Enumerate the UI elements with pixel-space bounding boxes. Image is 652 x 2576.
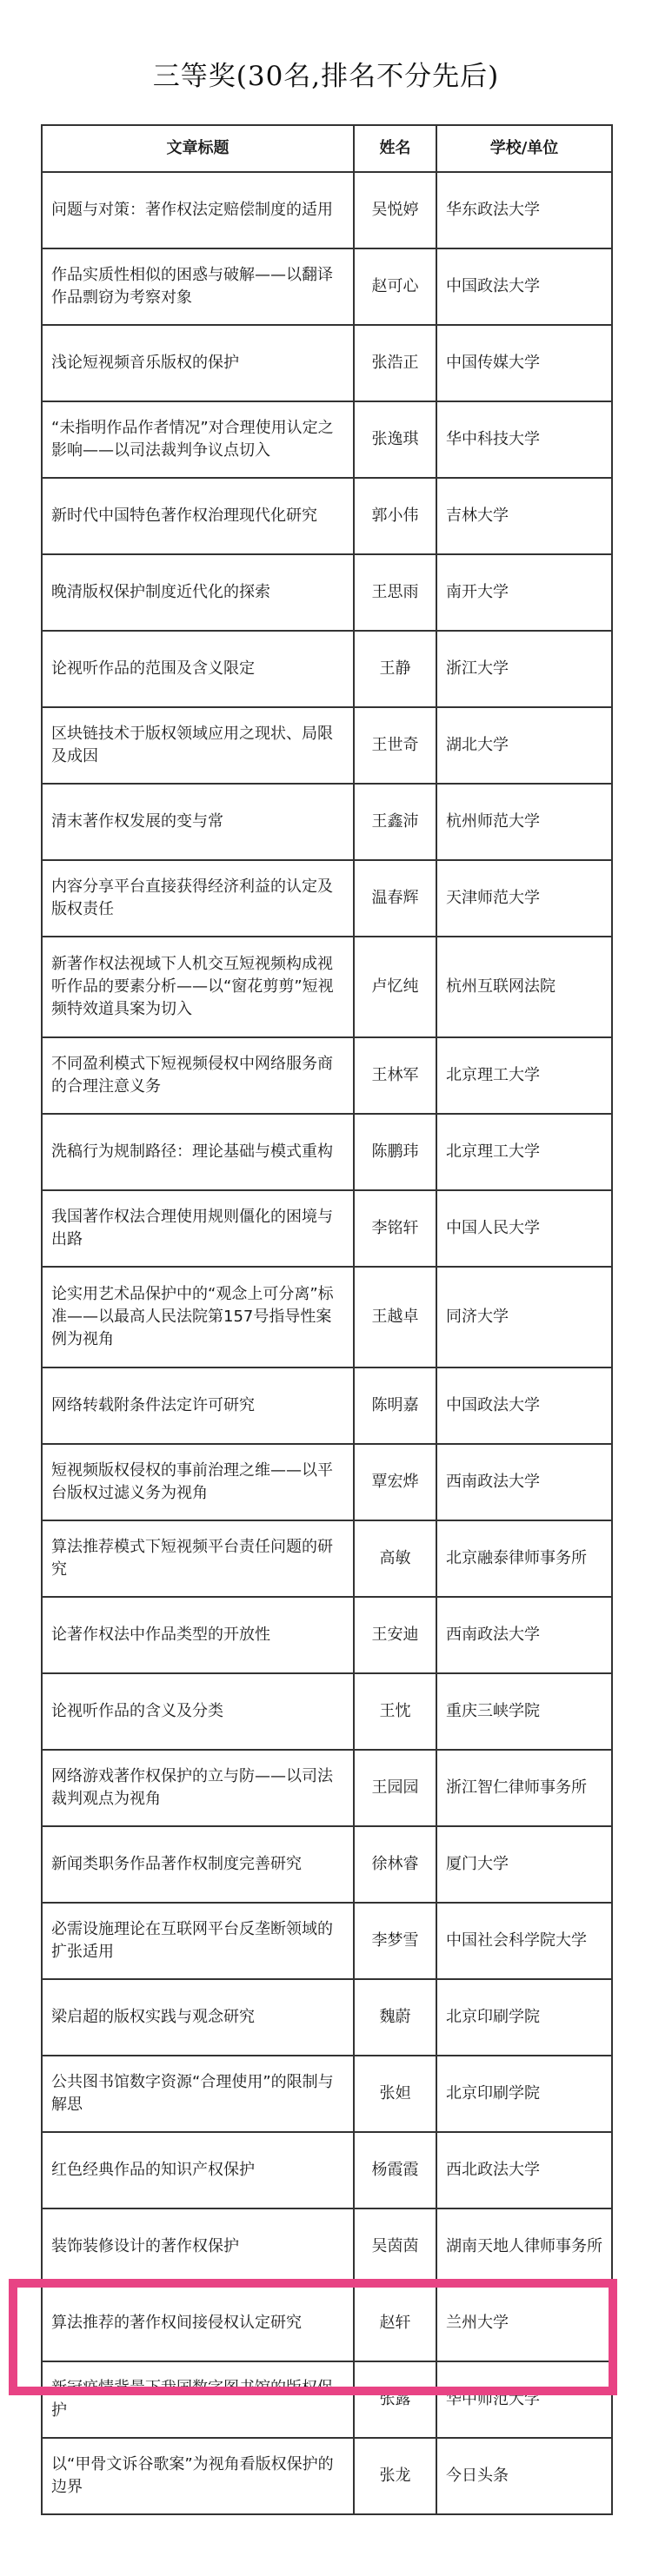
article-title-cell: 新闻类职务作品著作权制度完善研究 bbox=[42, 1826, 354, 1903]
school-cell: 湖北大学 bbox=[436, 707, 612, 784]
table-row bbox=[42, 1750, 612, 1826]
award-table bbox=[41, 124, 613, 2515]
author-name-cell: 王世奇 bbox=[354, 707, 436, 784]
author-name-cell: 王忱 bbox=[354, 1673, 436, 1750]
table-row bbox=[42, 784, 612, 860]
school-cell: 杭州互联网法院 bbox=[436, 937, 612, 1037]
article-title-cell: 不同盈利模式下短视频侵权中网络服务商的合理注意义务 bbox=[42, 1037, 354, 1114]
table-row bbox=[42, 172, 612, 248]
article-title-cell: 晚清版权保护制度近代化的探索 bbox=[42, 554, 354, 631]
article-title-cell: 作品实质性相似的困惑与破解——以翻译作品剽窃为考察对象 bbox=[42, 248, 354, 325]
table-row bbox=[42, 631, 612, 707]
table-row bbox=[42, 2208, 612, 2285]
school-cell: 西南政法大学 bbox=[436, 1444, 612, 1520]
author-name-cell: 王鑫沛 bbox=[354, 784, 436, 860]
school-cell: 北京印刷学院 bbox=[436, 1979, 612, 2056]
article-title-cell: 论著作权法中作品类型的开放性 bbox=[42, 1597, 354, 1673]
school-cell: 中国社会科学院大学 bbox=[436, 1903, 612, 1979]
author-name-cell: 李铭轩 bbox=[354, 1190, 436, 1267]
article-title-cell: 算法推荐的著作权间接侵权认定研究 bbox=[42, 2285, 354, 2361]
table-row bbox=[42, 2438, 612, 2514]
school-cell: 北京印刷学院 bbox=[436, 2056, 612, 2132]
author-name-cell: 郭小伟 bbox=[354, 478, 436, 554]
school-cell: 浙江大学 bbox=[436, 631, 612, 707]
school-cell: 浙江智仁律师事务所 bbox=[436, 1750, 612, 1826]
table-row bbox=[42, 401, 612, 478]
table-row bbox=[42, 1520, 612, 1597]
article-title-cell: 网络转载附条件法定许可研究 bbox=[42, 1367, 354, 1444]
article-title-cell: 问题与对策：著作权法定赔偿制度的适用 bbox=[42, 172, 354, 248]
article-title-cell: 浅论短视频音乐版权的保护 bbox=[42, 325, 354, 401]
author-name-cell: 王静 bbox=[354, 631, 436, 707]
author-name-cell: 魏蔚 bbox=[354, 1979, 436, 2056]
school-cell: 厦门大学 bbox=[436, 1826, 612, 1903]
author-name-cell: 吴茵茵 bbox=[354, 2208, 436, 2285]
table-row bbox=[42, 478, 612, 554]
author-name-cell: 张龙 bbox=[354, 2438, 436, 2514]
school-cell: 南开大学 bbox=[436, 554, 612, 631]
table-row bbox=[42, 1826, 612, 1903]
table-row bbox=[42, 860, 612, 937]
article-title-cell: 论实用艺术品保护中的“观念上可分离”标准——以最高人民法院第157号指导性案例为视角 bbox=[42, 1267, 354, 1367]
article-title-cell: 新著作权法视域下人机交互短视频构成视听作品的要素分析——以“窗花剪剪”短视频特效道具案为切入 bbox=[42, 937, 354, 1037]
table-row bbox=[42, 554, 612, 631]
author-name-cell: 王安迪 bbox=[354, 1597, 436, 1673]
article-title-cell: 内容分享平台直接获得经济利益的认定及版权责任 bbox=[42, 860, 354, 937]
school-cell: 中国传媒大学 bbox=[436, 325, 612, 401]
school-cell: 吉林大学 bbox=[436, 478, 612, 554]
article-title-cell: 洗稿行为规制路径：理论基础与模式重构 bbox=[42, 1114, 354, 1190]
table-header-row bbox=[42, 125, 612, 172]
table-row bbox=[42, 937, 612, 1037]
author-name-cell: 王越卓 bbox=[354, 1267, 436, 1367]
article-title-cell: 算法推荐模式下短视频平台责任问题的研究 bbox=[42, 1520, 354, 1597]
author-name-cell: 王园园 bbox=[354, 1750, 436, 1826]
column-header-school: 学校/单位 bbox=[436, 125, 612, 172]
school-cell: 兰州大学 bbox=[436, 2285, 612, 2361]
author-name-cell: 吴悦婷 bbox=[354, 172, 436, 248]
article-title-cell: 以“甲骨文诉谷歌案”为视角看版权保护的边界 bbox=[42, 2438, 354, 2514]
table-row bbox=[42, 1267, 612, 1367]
school-cell: 中国人民大学 bbox=[436, 1190, 612, 1267]
article-title-cell: 我国著作权法合理使用规则僵化的困境与出路 bbox=[42, 1190, 354, 1267]
table-row bbox=[42, 1190, 612, 1267]
table-row bbox=[42, 707, 612, 784]
school-cell: 重庆三峡学院 bbox=[436, 1673, 612, 1750]
school-cell: 华中科技大学 bbox=[436, 401, 612, 478]
column-header-title: 文章标题 bbox=[42, 125, 354, 172]
author-name-cell: 张浩正 bbox=[354, 325, 436, 401]
author-name-cell: 高敏 bbox=[354, 1520, 436, 1597]
author-name-cell: 赵可心 bbox=[354, 248, 436, 325]
author-name-cell: 覃宏烨 bbox=[354, 1444, 436, 1520]
table-row bbox=[42, 1597, 612, 1673]
table-row bbox=[42, 2056, 612, 2132]
table-row bbox=[42, 1367, 612, 1444]
article-title-cell: 论视听作品的含义及分类 bbox=[42, 1673, 354, 1750]
author-name-cell: 张逸琪 bbox=[354, 401, 436, 478]
school-cell: 华东政法大学 bbox=[436, 172, 612, 248]
article-title-cell: 论视听作品的范围及含义限定 bbox=[42, 631, 354, 707]
table-row bbox=[42, 2361, 612, 2438]
author-name-cell: 王林军 bbox=[354, 1037, 436, 1114]
article-title-cell: 网络游戏著作权保护的立与防——以司法裁判观点为视角 bbox=[42, 1750, 354, 1826]
article-title-cell: 区块链技术于版权领域应用之现状、局限及成因 bbox=[42, 707, 354, 784]
article-title-cell: 红色经典作品的知识产权保护 bbox=[42, 2132, 354, 2208]
author-name-cell: 陈明嘉 bbox=[354, 1367, 436, 1444]
school-cell: 湖南天地人律师事务所 bbox=[436, 2208, 612, 2285]
author-name-cell: 卢忆纯 bbox=[354, 937, 436, 1037]
table-row bbox=[42, 1114, 612, 1190]
author-name-cell: 张露 bbox=[354, 2361, 436, 2438]
table-row bbox=[42, 1444, 612, 1520]
school-cell: 华中师范大学 bbox=[436, 2361, 612, 2438]
article-title-cell: 梁启超的版权实践与观念研究 bbox=[42, 1979, 354, 2056]
article-title-cell: “未指明作品作者情况”对合理使用认定之影响——以司法裁判争议点切入 bbox=[42, 401, 354, 478]
table-row bbox=[42, 2285, 612, 2361]
school-cell: 同济大学 bbox=[436, 1267, 612, 1367]
author-name-cell: 王思雨 bbox=[354, 554, 436, 631]
school-cell: 北京理工大学 bbox=[436, 1114, 612, 1190]
table-row bbox=[42, 325, 612, 401]
table-row bbox=[42, 248, 612, 325]
school-cell: 西北政法大学 bbox=[436, 2132, 612, 2208]
article-title-cell: 短视频版权侵权的事前治理之维——以平台版权过滤义务为视角 bbox=[42, 1444, 354, 1520]
article-title-cell: 必需设施理论在互联网平台反垄断领域的扩张适用 bbox=[42, 1903, 354, 1979]
author-name-cell: 赵轩 bbox=[354, 2285, 436, 2361]
table-row bbox=[42, 2132, 612, 2208]
author-name-cell: 张妲 bbox=[354, 2056, 436, 2132]
author-name-cell: 徐林睿 bbox=[354, 1826, 436, 1903]
table-row bbox=[42, 1979, 612, 2056]
author-name-cell: 陈鹏玮 bbox=[354, 1114, 436, 1190]
article-title-cell: 清末著作权发展的变与常 bbox=[42, 784, 354, 860]
article-title-cell: 新时代中国特色著作权治理现代化研究 bbox=[42, 478, 354, 554]
table-row bbox=[42, 1037, 612, 1114]
school-cell: 西南政法大学 bbox=[436, 1597, 612, 1673]
article-title-cell: 公共图书馆数字资源“合理使用”的限制与解思 bbox=[42, 2056, 354, 2132]
author-name-cell: 温春辉 bbox=[354, 860, 436, 937]
article-title-cell: 装饰装修设计的著作权保护 bbox=[42, 2208, 354, 2285]
school-cell: 今日头条 bbox=[436, 2438, 612, 2514]
school-cell: 中国政法大学 bbox=[436, 248, 612, 325]
page-title: 三等奖(30名,排名不分先后) bbox=[152, 61, 500, 92]
school-cell: 北京理工大学 bbox=[436, 1037, 612, 1114]
school-cell: 杭州师范大学 bbox=[436, 784, 612, 860]
school-cell: 天津师范大学 bbox=[436, 860, 612, 937]
column-header-name: 姓名 bbox=[354, 125, 436, 172]
article-title-cell: 新冠疫情背景下我国数字图书馆的版权保护 bbox=[42, 2361, 354, 2438]
author-name-cell: 李梦雪 bbox=[354, 1903, 436, 1979]
table-row bbox=[42, 1673, 612, 1750]
school-cell: 北京融泰律师事务所 bbox=[436, 1520, 612, 1597]
school-cell: 中国政法大学 bbox=[436, 1367, 612, 1444]
author-name-cell: 杨霞霞 bbox=[354, 2132, 436, 2208]
table-row bbox=[42, 1903, 612, 1979]
